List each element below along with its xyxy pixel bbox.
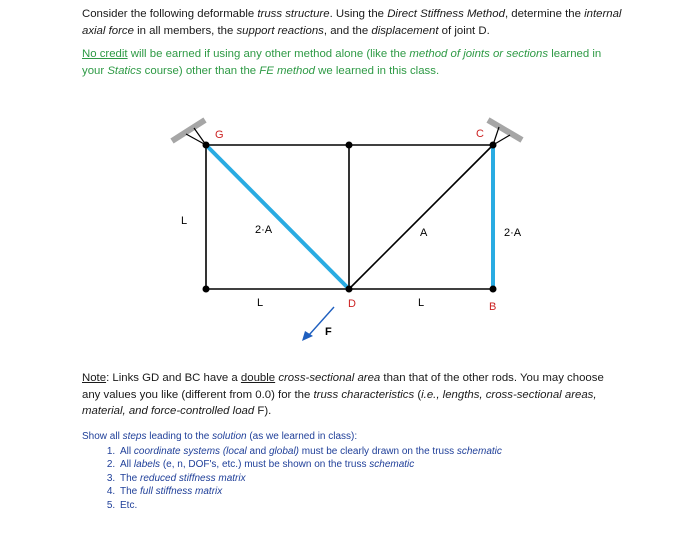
term-direct-stiffness: Direct Stiffness Method bbox=[387, 8, 505, 20]
text: Show all bbox=[82, 431, 123, 442]
note-heading: Note bbox=[82, 372, 107, 384]
term-steps: steps bbox=[122, 431, 147, 442]
term-characteristics-list: i.e., lengths, cross-sectional areas, material, and force-controlled load bbox=[82, 388, 597, 417]
term-support-reactions: support reactions bbox=[236, 24, 324, 37]
term-cross-sectional-area: cross-sectional area bbox=[278, 372, 381, 384]
step-item: 3. The reduced stiffness matrix bbox=[118, 472, 642, 486]
term-fe-method: FE method bbox=[259, 64, 316, 77]
term-displacement: displacement bbox=[371, 24, 439, 37]
no-credit: No credit bbox=[82, 48, 128, 60]
term-internal-axial-force: internal axial force bbox=[82, 8, 622, 37]
text: . Using the bbox=[329, 8, 388, 20]
text: : Links GD and BC have a bbox=[106, 372, 241, 384]
area-label-BC: 2·A bbox=[504, 227, 522, 239]
credit-notice bbox=[82, 46, 622, 79]
term-solution: solution bbox=[212, 431, 247, 442]
term-truss-characteristics: truss characteristics bbox=[313, 388, 415, 401]
text: of joint D. bbox=[438, 24, 490, 37]
length-label-bottom-right: L bbox=[418, 297, 425, 309]
term-double: double bbox=[240, 372, 276, 384]
truss-diagram bbox=[150, 105, 540, 345]
area-label-GD: 2·A bbox=[255, 224, 273, 236]
text: , and the bbox=[323, 24, 372, 37]
joint-label-G: G bbox=[215, 129, 224, 141]
length-label-bottom-left: L bbox=[257, 297, 264, 309]
note bbox=[82, 370, 622, 420]
steps-intro bbox=[82, 430, 642, 444]
step-item: 2. All labels (e, n, DOF's, etc.) must be shown on the truss schematic bbox=[118, 458, 642, 472]
step-item: 4. The full stiffness matrix bbox=[118, 485, 642, 499]
member-GD bbox=[206, 145, 349, 289]
joint-label-C: C bbox=[476, 128, 484, 140]
length-label-left: L bbox=[181, 215, 188, 227]
support-C bbox=[488, 120, 522, 145]
term-statics: Statics bbox=[107, 64, 142, 77]
text: Consider the following deformable bbox=[82, 8, 258, 20]
text: , determine the bbox=[504, 8, 585, 20]
step-item: 5. Etc. bbox=[118, 499, 642, 513]
steps-list bbox=[82, 430, 642, 513]
joint-label-D: D bbox=[348, 298, 356, 310]
text: (as we learned in class): bbox=[246, 431, 358, 442]
text: in all members, the bbox=[133, 24, 237, 37]
load-label-F: F bbox=[325, 326, 332, 338]
text: we learned in this class. bbox=[315, 64, 440, 77]
term-method-joints: method of joints or sections bbox=[409, 48, 549, 60]
text: F). bbox=[254, 405, 272, 417]
problem-statement bbox=[82, 6, 622, 39]
text: than that of the other rods. You may choose any values you like (different from 0.0) for the bbox=[82, 372, 604, 401]
text: learned in your bbox=[82, 48, 602, 77]
text: will be earned if using any other method alone (like the bbox=[127, 48, 410, 60]
text: leading to the bbox=[146, 431, 213, 442]
area-label-A: A bbox=[420, 227, 428, 239]
text: course) other than the bbox=[141, 64, 260, 77]
members bbox=[206, 145, 493, 289]
joint-label-B: B bbox=[489, 301, 497, 313]
steps-ordered-list bbox=[82, 445, 642, 513]
text: ( bbox=[414, 388, 422, 401]
support-G bbox=[172, 120, 206, 145]
step-item: 1. All coordinate systems (local and global) must be clearly drawn on the truss schematic bbox=[118, 445, 642, 459]
term-truss-structure: truss structure bbox=[257, 8, 330, 20]
